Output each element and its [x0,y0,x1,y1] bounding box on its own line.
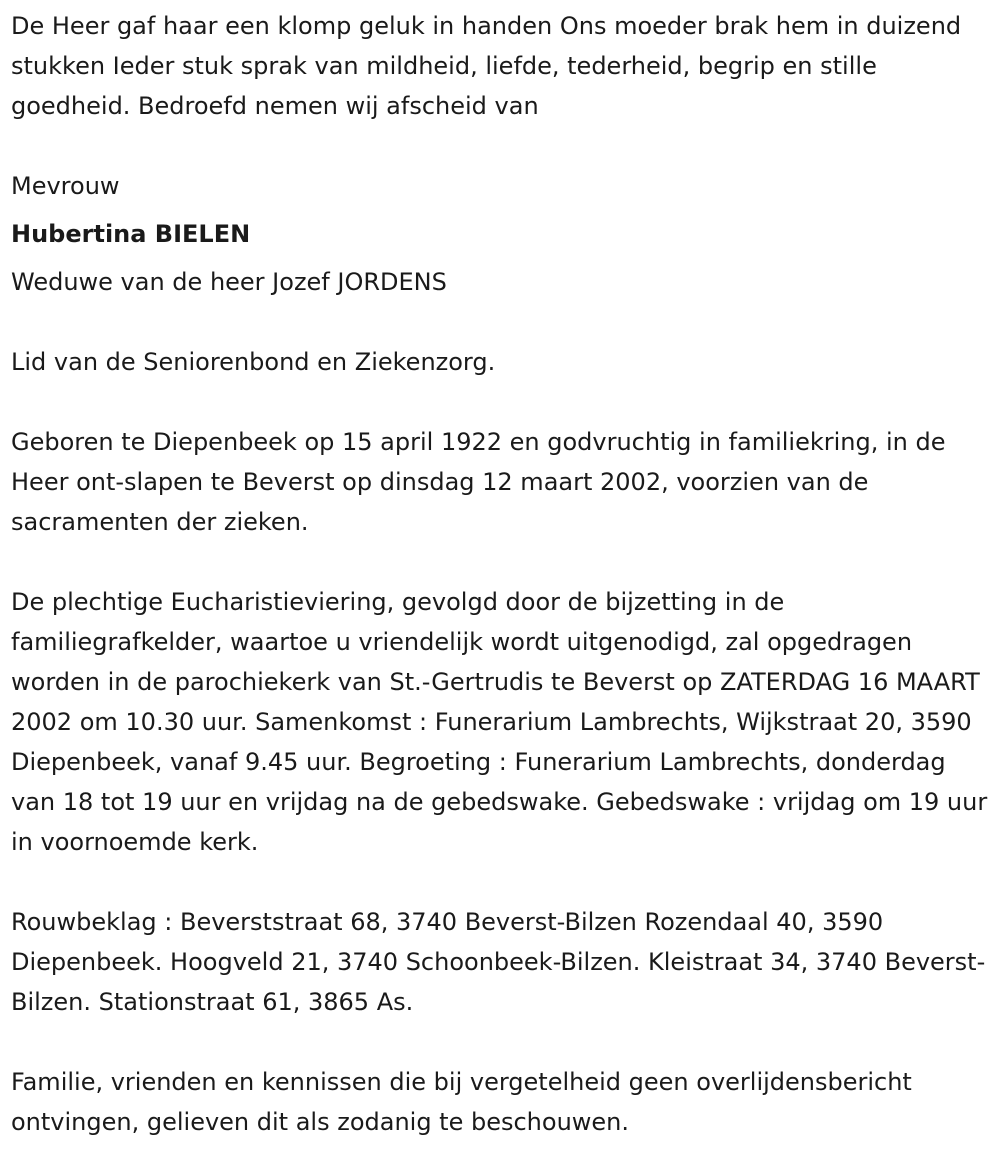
intro-text: De Heer gaf haar een klomp geluk in handen Ons moeder brak hem in duizend stukken Ieder stuk sprak van mildheid, liefde, tederheid, begrip en stille goedheid. Bedroefd nemen wij afscheid van [11,12,962,120]
deceased-name: Hubertina BIELEN [11,220,251,248]
membership: Lid van de Seniorenbond en Ziekenzorg. [11,348,496,376]
ceremony-details: De plechtige Eucharistieviering, gevolgd door de bijzetting in de familiegrafkelder, waartoe u vriendelijk wordt uitgenodigd, zal opgedragen worden in de parochiekerk van St.-Gertrudis te Beverst op ZATERDAG 16 MAART 2002 om 10.30 uur. Samenkomst : Funerarium Lambrechts, Wijkstraat 20, 3590 Diepenbeek, vanaf 9.45 uur. Begroeting : Funerarium Lambrechts, donderdag van 18 tot 19 uur en vrijdag na de gebedswake. Gebedswake : vrijdag om 19 uur in voornoemde kerk. [11,588,988,856]
birth-death-details: Geboren te Diepenbeek op 15 april 1922 en godvruchtig in familiekring, in de Heer ont-slapen te Beverst op dinsdag 12 maart 2002, voorzien van de sacramenten der zieken. [11,428,946,536]
mourning-addresses: Rouwbeklag : Beverststraat 68, 3740 Beverst-Bilzen Rozendaal 40, 3590 Diepenbeek. Hoogveld 21, 3740 Schoonbeek-Bilzen. Kleistraat 34, 3740 Beverst-Bilzen. Stationstraat 61, 3865 As. [11,908,986,1016]
widow-of: Weduwe van de heer Jozef JORDENS [11,268,447,296]
salutation: Mevrouw [11,172,120,200]
closing-note: Familie, vrienden en kennissen die bij vergetelheid geen overlijdensbericht ontvingen, gelieven dit als zodanig te beschouwen. [11,1068,912,1136]
obituary-document [11,6,996,1142]
